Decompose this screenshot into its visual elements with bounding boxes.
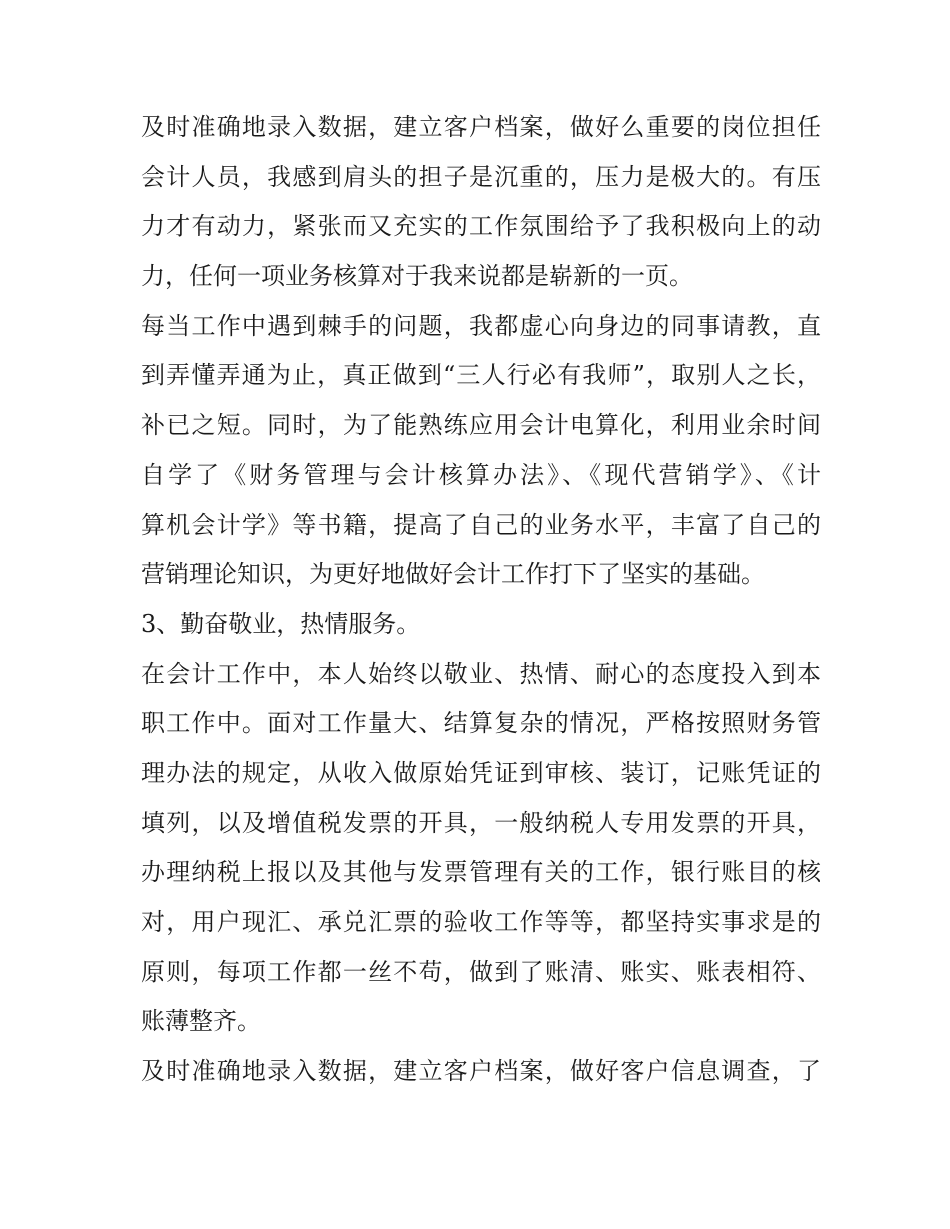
- text-line: 账薄整齐。: [141, 1007, 261, 1036]
- text-line: 会计人员，我感到肩头的担子是沉重的，压力是极大的。有压: [141, 162, 821, 191]
- text-line: 在会计工作中，本人始终以敬业、热情、耐心的态度投入到本: [141, 659, 821, 688]
- text-line: 每当工作中遇到棘手的问题，我都虚心向身边的同事请教，直: [141, 311, 821, 340]
- text-line: 办理纳税上报以及其他与发票管理有关的工作，银行账目的核: [141, 858, 821, 887]
- text-line: 及时准确地录入数据，建立客户档案，做好客户信息调查，了: [141, 1057, 821, 1086]
- text-line: 及时准确地录入数据，建立客户档案，做好么重要的岗位担任: [141, 113, 821, 141]
- text-line: 自学了《财务管理与会计核算办法》、《现代营销学》、《计: [141, 460, 821, 489]
- document-body: [141, 103, 821, 1097]
- text-line: 填列，以及增值税发票的开具，一般纳税人专用发票的开具，: [141, 808, 821, 837]
- text-line: 力，任何一项业务核算对于我来说都是崭新的一页。: [141, 262, 693, 291]
- text-line: 力才有动力，紧张而又充实的工作氛围给予了我积极向上的动: [141, 212, 821, 241]
- text-line: 职工作中。面对工作量大、结算复杂的情况，严格按照财务管: [141, 709, 821, 738]
- text-line: 对，用户现汇、承兑汇票的验收工作等等，都坚持实事求是的: [141, 908, 821, 936]
- text-line: 原则，每项工作都一丝不苟，做到了账清、账实、账表相符、: [141, 957, 821, 986]
- text-line: 到弄懂弄通为止，真正做到“三人行必有我师”，取别人之长，: [141, 361, 821, 390]
- text-line: 补已之短。同时，为了能熟练应用会计电算化，利用业余时间: [141, 411, 821, 440]
- text-line: 算机会计学》等书籍，提高了自己的业务水平，丰富了自己的: [141, 510, 821, 539]
- text-line: 营销理论知识，为更好地做好会计工作打下了坚实的基础。: [141, 560, 765, 589]
- text-line: 理办法的规定，从收入做原始凭证到审核、装订，记账凭证的: [141, 758, 821, 787]
- section-heading: 3、勤奋敬业，热情服务。: [141, 609, 421, 638]
